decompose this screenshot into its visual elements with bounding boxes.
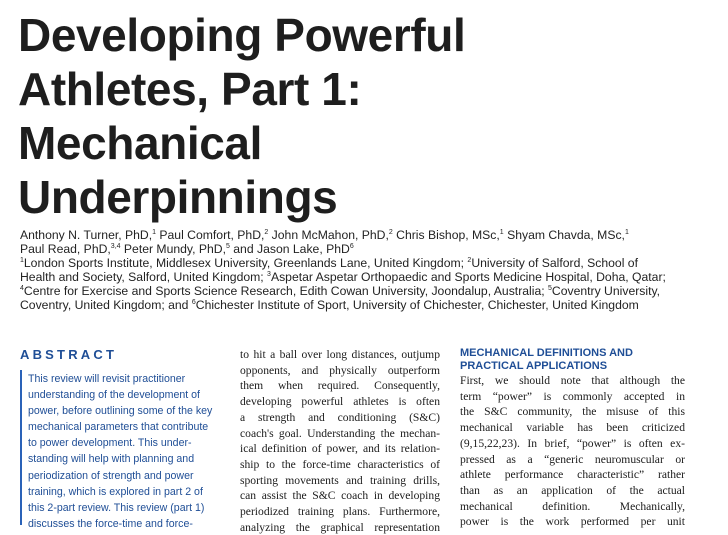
affiliation-line: Health and Society, Salford, United Kingdom; $^3$Aspetar Aspetar Orthopaedic and Sports Medicine Hospital, Doha, Qatar; xyxy=(20,270,666,284)
body-line: the S&C community, the misuse of this xyxy=(460,405,685,419)
title-line: Underpinnings xyxy=(18,171,338,223)
abstract-line: This review will revisit practitioner xyxy=(28,373,186,385)
body-line: to hit a ball over long distances, outjump xyxy=(240,348,440,361)
body-column-3 xyxy=(460,373,685,530)
section-heading-line: MECHANICAL DEFINITIONS AND xyxy=(460,347,633,359)
body-column-2 xyxy=(240,347,440,535)
body-line: than as an application of the actual xyxy=(460,483,685,497)
body-line: coach's goal. Understanding the mechan- xyxy=(240,426,440,440)
abstract-text xyxy=(28,371,224,532)
author-block xyxy=(20,228,720,312)
title-line: Developing Powerful xyxy=(18,9,466,61)
body-line: First, we should note that although the xyxy=(460,374,685,387)
body-line: mechanical variable has been criticized xyxy=(460,421,685,435)
abstract-line: understanding of the development of xyxy=(28,389,200,402)
abstract-rule xyxy=(20,370,22,525)
body-line: athlete performance characteristic” rather xyxy=(460,468,685,482)
title-line: Athletes, Part 1: xyxy=(18,63,362,115)
body-line: pressed as a “generic neuromuscular or xyxy=(460,452,685,466)
body-line: mechanical definition. Mechanically, xyxy=(460,499,685,513)
author-line: Paul Read, PhD,$^{3,4}$ Peter Mundy, PhD,$^5$ and Jason Lake, PhD$^6$ xyxy=(20,242,354,256)
body-line: ship to the force-time characteristics of xyxy=(240,457,440,471)
title-line: Mechanical xyxy=(18,117,262,169)
abstract-heading: ABSTRACT xyxy=(20,347,118,362)
body-line: term “power” is commonly accepted in xyxy=(460,389,685,403)
body-line: power is the work performed per unit xyxy=(460,515,685,529)
abstract-line: power, before outlining some of the key xyxy=(28,405,213,418)
section-heading xyxy=(460,347,633,373)
affiliation-line: Coventry, United Kingdom; and $^6$Chichester Institute of Sport, University of Chichester, Chichester, United Kingdom xyxy=(20,298,639,312)
abstract-line: to power development. This under- xyxy=(28,437,192,450)
section-heading-line: PRACTICAL APPLICATIONS xyxy=(460,360,608,372)
body-line: opponents, and physically outperform xyxy=(240,363,440,377)
affiliation-line: $^4$Centre for Exercise and Sports Science Research, Edith Cowan University, Joondalup, Australia; $^5$Coventry University, xyxy=(20,284,661,298)
body-line: a strength and conditioning (S&C) xyxy=(240,410,440,424)
body-line: (9,15,22,23). In brief, “power” is often ex- xyxy=(460,436,685,450)
abstract-line: discusses the force-time and force- xyxy=(28,517,193,530)
body-line: developing powerful athletes is often xyxy=(240,395,440,409)
body-line: can assist the S&C coach in developing xyxy=(240,489,440,503)
body-line: analyzing the graphical representation xyxy=(240,520,440,534)
abstract-line: standing will help with planning and xyxy=(28,453,195,466)
abstract-line: mechanical parameters that contribute xyxy=(28,421,209,434)
body-line: them when required. Consequently, xyxy=(240,379,440,393)
body-line: sporting movements and training drills, xyxy=(240,473,440,487)
affiliation-line: $^1$London Sports Institute, Middlesex University, Greenlands Lane, United Kingdom; $^2$University of Salford, School of xyxy=(20,256,638,270)
abstract-line: periodization of strength and power xyxy=(28,469,194,482)
body-line: ical definition of power, and its relation- xyxy=(240,442,440,456)
body-line: periodized training plans. Furthermore, xyxy=(240,505,440,519)
abstract-line: this 2-part review. This review (part 1) xyxy=(28,501,205,514)
article-title xyxy=(18,8,708,224)
author-line: Anthony N. Turner, PhD,$^1$ Paul Comfort, PhD,$^2$ John McMahon, PhD,$^2$ Chris Bishop, MSc,$^1$ Shyam Chavda, MSc,$^1$ xyxy=(20,228,629,242)
abstract-line: training, which is explored in part 2 of xyxy=(28,485,203,498)
